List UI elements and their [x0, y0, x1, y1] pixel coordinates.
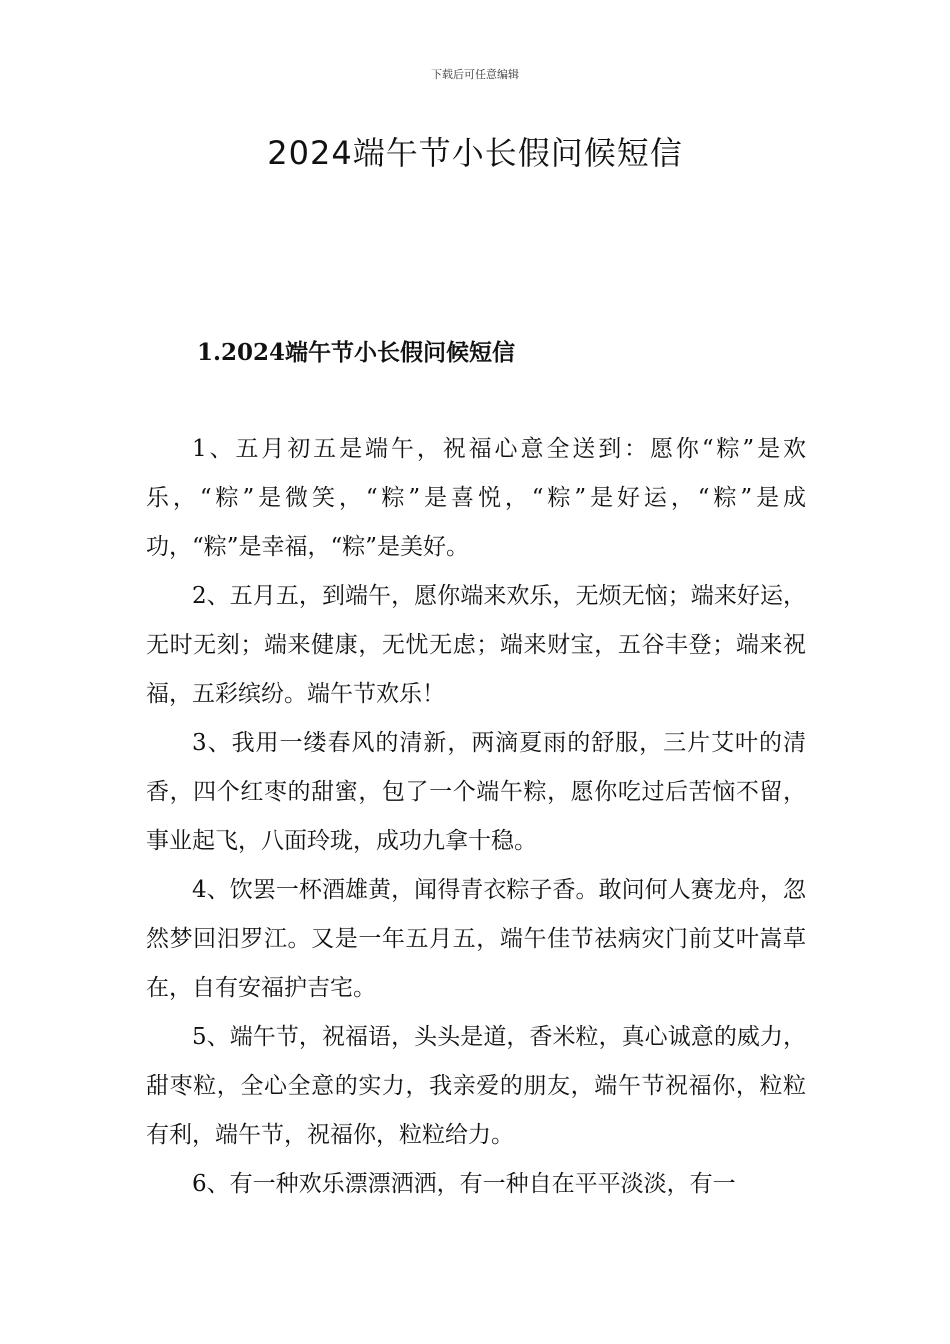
paragraph-5: 5、端午节，祝福语，头头是道，香米粒，真心诚意的威力，甜枣粒，全心全意的实力，我亲爱的朋友，端午节祝福你，粒粒有利，端午节，祝福你，粒粒给力。	[146, 1024, 806, 1148]
header-note: 下载后可任意编辑	[431, 68, 519, 81]
paragraph-4: 4、饮罢一杯酒雄黄，闻得青衣粽子香。敢问何人赛龙舟，忽然梦回汨罗江。又是一年五月五，端午佳节祛病灾门前艾叶嵩草在，自有安福护吉宅。	[146, 877, 806, 1001]
paragraph-3: 3、我用一缕春风的清新，两滴夏雨的舒服，三片艾叶的清香，四个红枣的甜蜜，包了一个端午粽，愿你吃过后苦恼不留，事业起飞，八面玲珑，成功九拿十稳。	[146, 730, 806, 854]
paragraph-1: 1、五月初五是端午，祝福心意全送到：愿你“粽”是欢乐，“粽”是微笑，“粽”是喜悦，“粽”是好运，“粽”是成功，“粽”是幸福，“粽”是美好。	[146, 436, 806, 560]
document-body	[146, 425, 806, 1209]
paragraph-6: 6、有一种欢乐漂漂洒洒，有一种自在平平淡淡，有一	[192, 1171, 736, 1197]
page-title: 2024端午节小长假问候短信	[267, 134, 683, 172]
paragraph-2: 2、五月五，到端午，愿你端来欢乐，无烦无恼；端来好运，无时无刻；端来健康，无忧无虑；端来财宝，五谷丰登；端来祝福，五彩缤纷。端午节欢乐！	[146, 583, 806, 707]
section-heading: 1.2024端午节小长假问候短信	[197, 339, 516, 366]
